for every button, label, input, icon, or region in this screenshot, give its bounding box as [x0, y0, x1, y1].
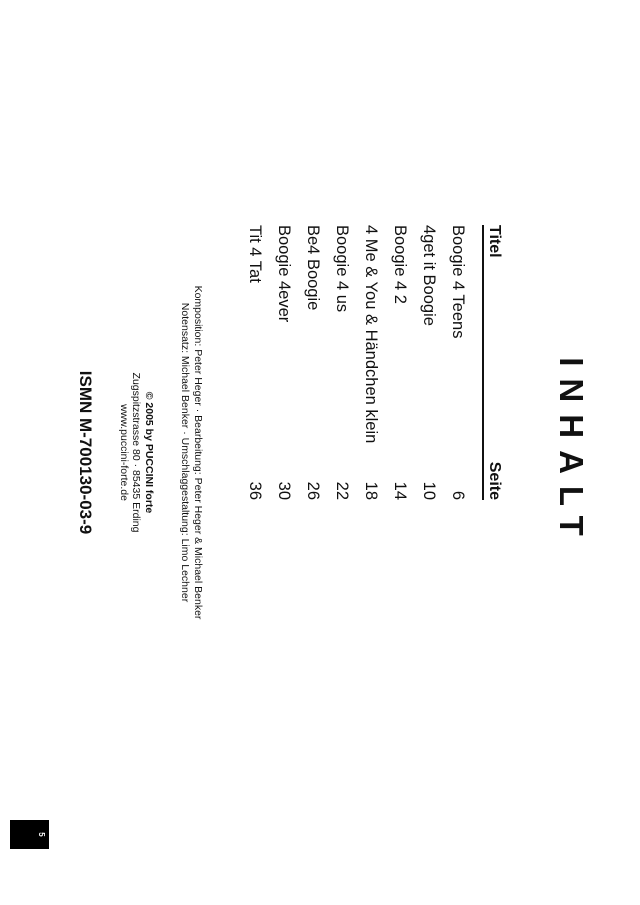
toc-entry-title: 4 Me & You & Händchen klein — [362, 225, 380, 444]
toc-entry — [298, 225, 327, 500]
toc-entry-page: 18 — [362, 481, 380, 500]
toc-entry-page: 36 — [246, 481, 264, 500]
toc-entry-page: 22 — [333, 481, 351, 500]
toc-entry-title: Tit 4 Tat — [246, 225, 264, 283]
toc-entry-title: Be4 Boogie — [304, 225, 322, 311]
publisher-website: www.puccini-forte.de — [118, 404, 130, 501]
toc-entry-title: Boogie 4 2 — [391, 225, 409, 304]
toc-entry — [269, 225, 298, 500]
page-number: 5 — [37, 832, 46, 837]
toc-entry-page: 30 — [275, 481, 293, 500]
toc-entry — [356, 225, 385, 500]
toc-entry — [414, 225, 443, 500]
toc-entry-page: 10 — [420, 481, 438, 500]
publisher-info — [118, 0, 156, 905]
toc-entry — [240, 225, 269, 500]
credits — [178, 0, 204, 905]
table-of-contents — [240, 225, 503, 500]
toc-entry-title: Boogie 4 us — [333, 225, 351, 313]
credits-composition: Komposition: Peter Heger · Bearbeitung: Peter Heger & Michael Benker — [192, 285, 204, 620]
toc-entry-title: 4get it Boogie — [420, 225, 438, 326]
toc-title-header: Titel — [486, 225, 503, 258]
copyright-notice: © 2005 by PUCCINI forte — [143, 391, 155, 514]
toc-entry — [327, 225, 356, 500]
toc-entry — [385, 225, 414, 500]
toc-entry-title: Boogie 4 Teens — [449, 225, 467, 339]
toc-entry-page: 6 — [449, 490, 467, 500]
page-number-badge — [10, 820, 49, 849]
ismn-number: ISMN M-700130-03-9 — [76, 370, 95, 535]
publisher-address: Zugspitzstrasse 80 · 85435 Erding — [130, 372, 143, 533]
toc-entry — [443, 225, 472, 500]
credits-engraving: Notensatz: Michael Benker · Umschlaggestaltung: Limo Lechner — [179, 302, 191, 603]
toc-entry-title: Boogie 4ever — [275, 225, 293, 323]
toc-entry-page: 14 — [391, 481, 409, 500]
toc-entry-page: 26 — [304, 481, 322, 500]
toc-page-header: Seite — [486, 461, 503, 500]
toc-header — [482, 225, 503, 500]
page-heading: INHALT — [553, 357, 590, 548]
